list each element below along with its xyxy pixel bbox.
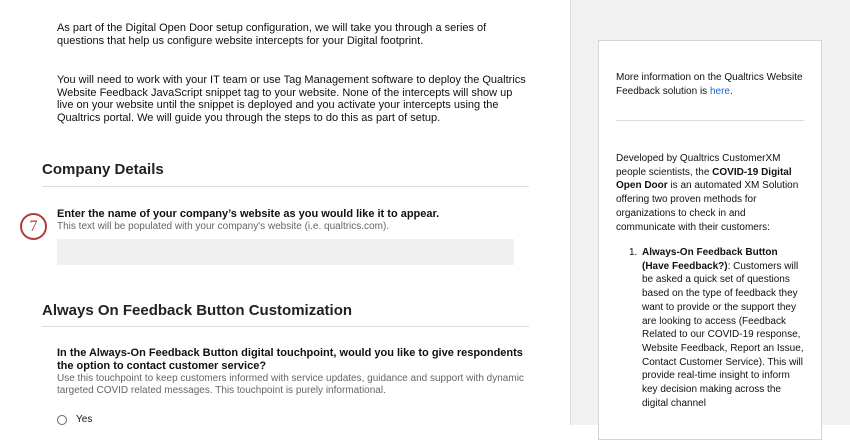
company-details-heading: Company Details [42,161,164,178]
solution-name: COVID-19 Digital Open Door [616,166,792,192]
list-item: 1. Always-On Feedback Button (Have Feedback?): Customers will be asked a quick set of questions based on the type of feedback they want to provide or the support they are looking to access (Feedback Related to our COVID-19 response, Website Feedback, Report an Issue, Contact Customer Service). This will provide real-time insight to inform key decision making across the digital channel [629,247,804,409]
question-title: In the Always-On Feedback Button digital touchpoint, would you like to give respondents the option to contact customer service? [57,347,523,372]
info-card [598,40,822,440]
intro-paragraph-1: As part of the Digital Open Door setup configuration, we will take you through a series of questions that help us configure website intercepts for your Digital footprint. [57,22,487,47]
section-divider [42,186,529,187]
question-title: Enter the name of your company’s website as you would like it to appear. [57,208,440,220]
company-website-input[interactable] [57,239,514,265]
card-divider [616,120,804,121]
solution-description: Developed by Qualtrics CustomerXM people scientists, the COVID-19 Digital Open Door is an automated XM Solution offering two proven methods for organizations to check in and communicate with their customers: [616,153,799,233]
feedback-button-heading: Always On Feedback Button Customization [42,302,353,319]
question-help-text: This text will be populated with your company's website (i.e. qualtrics.com). [57,221,390,232]
question-number-badge: 7 [20,213,47,240]
info-link[interactable]: here [709,85,730,97]
section-divider [42,326,529,327]
radio-option-label: Yes [76,414,93,425]
method-list [629,246,806,410]
radio-option-yes[interactable] [57,414,92,425]
radio-button[interactable] [57,415,67,425]
more-info-text: More information on the Qualtrics Website Feedback solution is here. [616,72,803,97]
question-help-text: Use this touchpoint to keep customers informed with service updates, guidance and support with dynamic targeted COVID related messages. This touchpoint is purely informational. [57,373,524,396]
intro-paragraph-2: You will need to work with your IT team or use Tag Management software to deploy the Qualtrics Website Feedback JavaScript snippet tag to your website. None of the intercepts will show up live on your website until the snippet is deployed and you activate your intercepts using the Qualtrics portal. We will guide you through the steps to do this as part of setup. [57,74,526,124]
